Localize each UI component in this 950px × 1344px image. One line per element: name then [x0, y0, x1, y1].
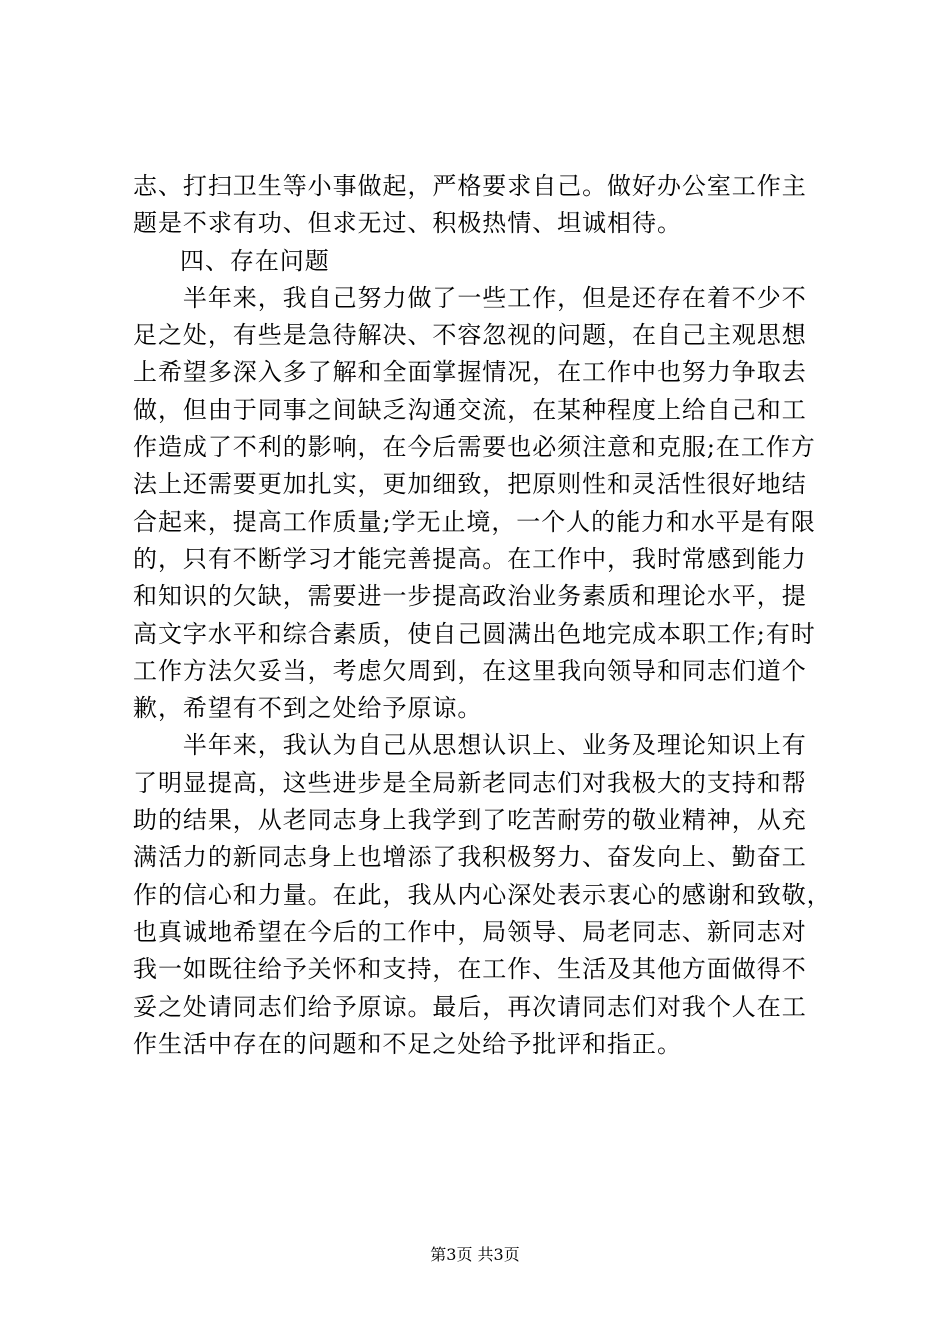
body-line: 志、打扫卫生等小事做起，严格要求自己。做好办公室工作主	[133, 172, 807, 200]
body-line: 半年来，我自己努力做了一些工作，但是还存在着不少不	[133, 283, 807, 312]
body-line: 题是不求有功、但求无过、积极热情、坦诚相待。	[133, 209, 682, 238]
body-line: 足之处，有些是急待解决、不容忽视的问题，在自己主观思想	[133, 321, 807, 350]
page-footer	[0, 1242, 950, 1265]
body-line: 半年来，我认为自己从思想认识上、业务及理论知识上有	[133, 731, 807, 760]
section-heading: 四、存在问题	[180, 246, 330, 275]
body-line: 也真诚地希望在今后的工作中，局领导、局老同志、新同志对	[133, 917, 807, 946]
body-line: 我一如既往给予关怀和支持，在工作、生活及其他方面做得不	[133, 955, 807, 984]
page-number-label: 第3页 共3页	[430, 1245, 520, 1264]
body-line: 和知识的欠缺，需要进一步提高政治业务素质和理论水平，提	[133, 582, 807, 611]
body-line: 助的结果，从老同志身上我学到了吃苦耐劳的敬业精神，从充	[133, 806, 807, 835]
body-line: 的，只有不断学习才能完善提高。在工作中，我时常感到能力	[133, 544, 807, 573]
body-line: 合起来，提高工作质量;学无止境，一个人的能力和水平是有限	[133, 507, 816, 536]
body-line: 上希望多深入多了解和全面掌握情况，在工作中也努力争取去	[133, 358, 807, 387]
body-line: 作造成了不利的影响，在今后需要也必须注意和克服;在工作方	[133, 433, 816, 462]
body-line: 了明显提高，这些进步是全局新老同志们对我极大的支持和帮	[133, 768, 807, 797]
body-line: 作生活中存在的问题和不足之处给予批评和指正。	[133, 1029, 682, 1058]
body-line: 歉，希望有不到之处给予原谅。	[133, 694, 483, 723]
body-line: 法上还需要更加扎实，更加细致，把原则性和灵活性很好地结	[133, 470, 807, 499]
body-line: 高文字水平和综合素质，使自己圆满出色地完成本职工作;有时	[133, 619, 816, 648]
document-body	[133, 168, 833, 1063]
body-line: 工作方法欠妥当，考虑欠周到，在这里我向领导和同志们道个	[133, 656, 807, 685]
body-line: 满活力的新同志身上也增添了我积极努力、奋发向上、勤奋工	[133, 843, 807, 872]
body-line: 妥之处请同志们给予原谅。最后，再次请同志们对我个人在工	[133, 992, 807, 1021]
body-line: 作的信心和力量。在此，我从内心深处表示衷心的感谢和致敬，	[133, 880, 832, 909]
body-line: 做，但由于同事之间缺乏沟通交流，在某种程度上给自己和工	[133, 395, 807, 424]
